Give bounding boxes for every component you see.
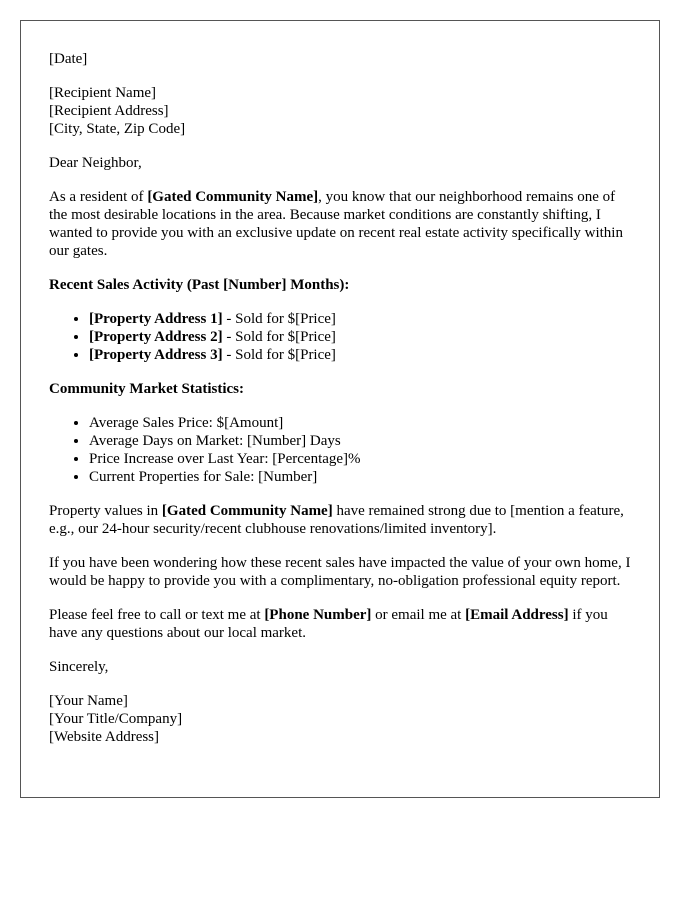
sales-list-item bbox=[89, 328, 631, 346]
sales-property-detail: - Sold for $[Price] bbox=[222, 329, 336, 345]
sales-property-detail: - Sold for $[Price] bbox=[222, 347, 336, 363]
signature-title: [Your Title/Company] bbox=[49, 711, 183, 727]
recipient-address-block bbox=[49, 84, 631, 138]
values-paragraph bbox=[49, 502, 631, 538]
values-community-name: [Gated Community Name] bbox=[161, 503, 333, 519]
contact-text-3: if you have any questions about our local market. bbox=[49, 607, 608, 641]
salutation: Dear Neighbor, bbox=[49, 155, 142, 171]
intro-text-2: , you know that our neighborhood remains one of the most desirable locations in the area. Because market conditions are constantly shifting, I wanted to provide you with an exclusive update on recent real estate activity specifically within our gates. bbox=[49, 189, 623, 259]
stats-list-item: • Price Increase over Last Year: [Percentage]% bbox=[89, 450, 631, 468]
values-text-2: have remained strong due to [mention a feature, e.g., our 24-hour security/recent clubhouse renovations/limited inventory]. bbox=[49, 503, 624, 537]
closing: Sincerely, bbox=[49, 659, 109, 675]
sales-list-item bbox=[89, 346, 631, 364]
stats-list-item: • Average Days on Market: [Number] Days bbox=[89, 432, 631, 450]
sales-heading: Recent Sales Activity (Past [Number] Months): bbox=[49, 277, 350, 293]
stats-list-item: • Average Sales Price: $[Amount] bbox=[89, 414, 631, 432]
stats-heading: Community Market Statistics: bbox=[49, 381, 244, 397]
signature-block bbox=[49, 692, 631, 746]
sales-property-address: [Property Address 1] bbox=[89, 311, 223, 327]
contact-text-2: or email me at bbox=[371, 607, 466, 623]
recipient-address: [Recipient Address] bbox=[49, 103, 169, 119]
contact-phone-number: [Phone Number] bbox=[264, 607, 372, 623]
recipient-name: [Recipient Name] bbox=[49, 85, 157, 101]
intro-paragraph bbox=[49, 188, 631, 260]
sales-property-address: [Property Address 2] bbox=[89, 329, 223, 345]
sales-list-item bbox=[89, 310, 631, 328]
sales-list bbox=[49, 310, 631, 364]
letter bbox=[20, 20, 660, 798]
contact-email-address: [Email Address] bbox=[465, 607, 569, 623]
letter-date: [Date] bbox=[49, 51, 88, 67]
signature-name: [Your Name] bbox=[49, 693, 128, 709]
stats-list-item: • Current Properties for Sale: [Number] bbox=[89, 468, 631, 486]
contact-paragraph bbox=[49, 606, 631, 642]
stats-list bbox=[49, 414, 631, 486]
intro-community-name: [Gated Community Name] bbox=[147, 189, 319, 205]
signature-website: [Website Address] bbox=[49, 729, 160, 745]
intro-text-1: As a resident of bbox=[49, 189, 148, 205]
sales-property-detail: - Sold for $[Price] bbox=[222, 311, 336, 327]
recipient-city-state-zip: [City, State, Zip Code] bbox=[49, 121, 186, 137]
values-text-1: Property values in bbox=[49, 503, 162, 519]
contact-text-1: Please feel free to call or text me at bbox=[49, 607, 265, 623]
equity-paragraph: If you have been wondering how these recent sales have impacted the value of your own home, I would be happy to provide you with a complimentary, no-obligation professional equity report. bbox=[49, 555, 631, 589]
sales-property-address: [Property Address 3] bbox=[89, 347, 223, 363]
